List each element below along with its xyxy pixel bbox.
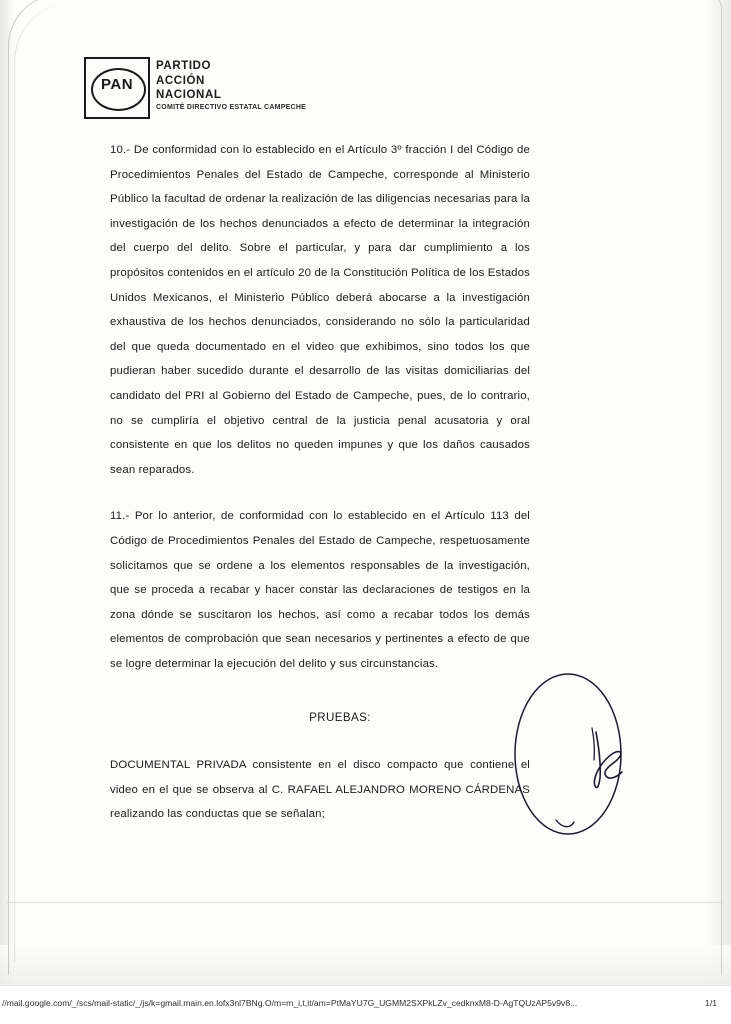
paragraph-10: 10.- De conformidad con lo establecido en el Artículo 3º fracción I del Código de Procedimientos Penales del Estado de Campeche, corresponde al Ministerio Público la facultad de ordenar la realización de las diligencias necesarias para la investigación de los hechos denunciados a efecto de determinar la integración del cuerpo del delito. Sobre el particular, y para dar cumplimiento a los propósitos contenidos en el artículo 20 de la Constitución Política de los Estados Unidos Mexicanos, el Ministerio Público deberá abocarse a la investigación exhaustiva de los hechos denunciados, considerando no sólo la particularidad del que queda documentado en el video que exhibimos, sino todos los que pudieran haber sucedido durante el desarrollo de las visitas domiciliarias del candidato del PRI al Gobierno del Estado de Campeche, pues, de lo contrario, no se cumpliría el objetivo central de la justicia penal acusatoria y oral consistente en que los delitos no queden impunes y que los daños causados sean reparados. bbox=[110, 144, 530, 476]
pan-logo-text: PAN bbox=[100, 76, 134, 93]
letterhead bbox=[84, 57, 504, 123]
section-heading-pruebas: PRUEBAS: bbox=[309, 711, 371, 725]
status-bar-url: //mail.google.com/_/scs/mail-static/_/js/k=gmail.main.en.lofx3nl7BNg.O/m=m_i,t,it/am=PtMaYU7G_UGMM2SXPkLZv_cedknxM8-D-AgTQUzAP5v9v8... bbox=[2, 998, 578, 1008]
page-indicator: 1/1 bbox=[705, 998, 717, 1008]
evidence-paragraph: DOCUMENTAL PRIVADA consistente en el disco compacto que contiene el video en el que se observa al C. RAFAEL ALEJANDRO MORENO CÁRDENAS realizando las conductas que se señalan; bbox=[110, 759, 530, 821]
pan-logo-icon bbox=[84, 57, 150, 119]
viewer-footer bbox=[0, 985, 731, 1024]
letterhead-subtitle: COMITÉ DIRECTIVO ESTATAL CAMPECHE bbox=[156, 103, 307, 111]
scan-edge-shadow-right bbox=[705, 0, 731, 985]
scan-edge-shadow-left bbox=[0, 0, 14, 985]
letterhead-text-block bbox=[156, 59, 306, 111]
letterhead-line-3: NACIONAL bbox=[156, 89, 222, 101]
document-body bbox=[110, 138, 530, 827]
paragraph-11: 11.- Por lo anterior, de conformidad con lo establecido en el Artículo 113 del Código de Procedimientos Penales del Estado de Campeche, respetuosamente solicitamos que se ordene a los elementos responsables de la investigación, que se proceda a recabar y hacer constar las declaraciones de testigos en la zona dónde se suscitaron los hechos, así como a recabar todos los demás elementos de comprobación que sean necesarios y pertinentes a efecto de que se logre determinar la ejecución del delito y sus circunstancias. bbox=[110, 510, 530, 670]
letterhead-line-2: ACCIÓN bbox=[156, 74, 205, 87]
scan-edge-shadow-bottom bbox=[0, 945, 731, 985]
scan-artifact-line bbox=[6, 902, 724, 903]
letterhead-line-1: PARTIDO bbox=[156, 60, 212, 72]
